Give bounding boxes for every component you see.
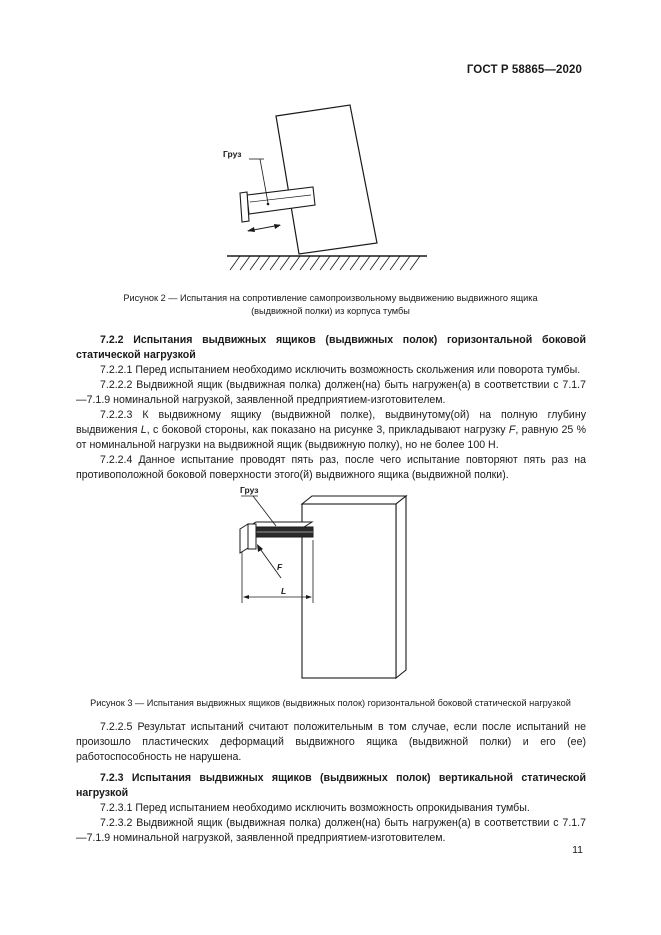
paragraph-7-2-2-2: 7.2.2.2 Выдвижной ящик (выдвижная полка) должен(на) быть нагружен(а) в соответствии с 7.1.7—7.1.9 номинальной нагрузкой, заявленной предприятием-изготовителем. [76, 379, 586, 406]
page-number: 11 [572, 844, 583, 856]
paragraph-7-2-2-5: 7.2.2.5 Результат испытаний считают положительным в том случае, если после испытаний не произошло пластических деформаций выдвижного ящика (выдвижной полки) и его (ее) работоспособность не нарушена. [76, 721, 586, 763]
force-arrow-head [257, 544, 263, 552]
drawer-top [248, 522, 312, 527]
load-label: Груз [223, 149, 242, 159]
paragraph-7-2-2-4: 7.2.2.4 Данное испытание проводят пять раз, после чего испытание повторяют пять раз на противоположной боковой поверхности этого(й) выдвижного ящика (выдвижной полки). [76, 454, 586, 481]
floor-hatching [230, 256, 420, 270]
paragraph-7-2-3-2: 7.2.3.2 Выдвижной ящик (выдвижная полка) должен(на) быть нагружен(а) в соответствии с 7.1.7—7.1.9 номинальной нагрузкой, заявленной предприятием-изготовителем. [76, 817, 586, 844]
force-label: F [277, 562, 283, 572]
cabinet-front [302, 504, 396, 678]
paragraph-7-2-3-1: 7.2.3.1 Перед испытанием необходимо исключить возможность опрокидывания тумбы. [100, 802, 530, 814]
figure-3-caption: Рисунок 3 — Испытания выдвижных ящиков (выдвижных полок) горизонтальной боковой статической нагрузкой [90, 698, 571, 708]
figure-3-drawing [225, 482, 415, 682]
cabinet-side [396, 496, 406, 678]
paragraph-7-2-2-5-block [76, 720, 586, 765]
load-point [267, 203, 270, 206]
document-header: ГОСТ Р 58865—2020 [466, 64, 582, 76]
drawer-front [248, 524, 256, 549]
paragraph-7-2-2-1: 7.2.2.1 Перед испытанием необходимо исключить возможность скольжения или поворота тумбы. [100, 364, 581, 376]
section-heading-7-2-2: 7.2.2 Испытания выдвижных ящиков (выдвижных полок) горизонтальной боковой статической нагрузкой [76, 334, 586, 361]
drawer-outline [247, 187, 315, 214]
cabinet-top [302, 496, 406, 504]
dim-arrow-left [243, 595, 249, 599]
figure-2-caption: Рисунок 2 — Испытания на сопротивление самопроизвольному выдвижению выдвижного ящика (выдвижной полки) из корпуса тумбы [123, 293, 538, 316]
figure-2-drawing [200, 100, 440, 280]
paragraph-7-2-2-3: 7.2.2.3 К выдвижному ящику (выдвижной полке), выдвинутому(ой) на полную глубину выдвижения L, с боковой стороны, как показано на рисунке 3, прикладывают нагрузку F, равную 25 % от номинальной нагрузки на выдвижной ящик (выдвижную полку), но не более 100 Н. [76, 409, 586, 451]
tilted-cabinet [276, 105, 377, 254]
drawer-front-side [240, 524, 248, 553]
length-label: L [281, 586, 287, 596]
drawer-front [240, 192, 249, 222]
section-7-2-3 [76, 771, 586, 846]
section-heading-7-2-3: 7.2.3 Испытания выдвижных ящиков (выдвижных полок) вертикальной статической нагрузкой [76, 772, 586, 799]
load-label: Груз [240, 485, 259, 495]
section-7-2-2 [76, 333, 586, 483]
